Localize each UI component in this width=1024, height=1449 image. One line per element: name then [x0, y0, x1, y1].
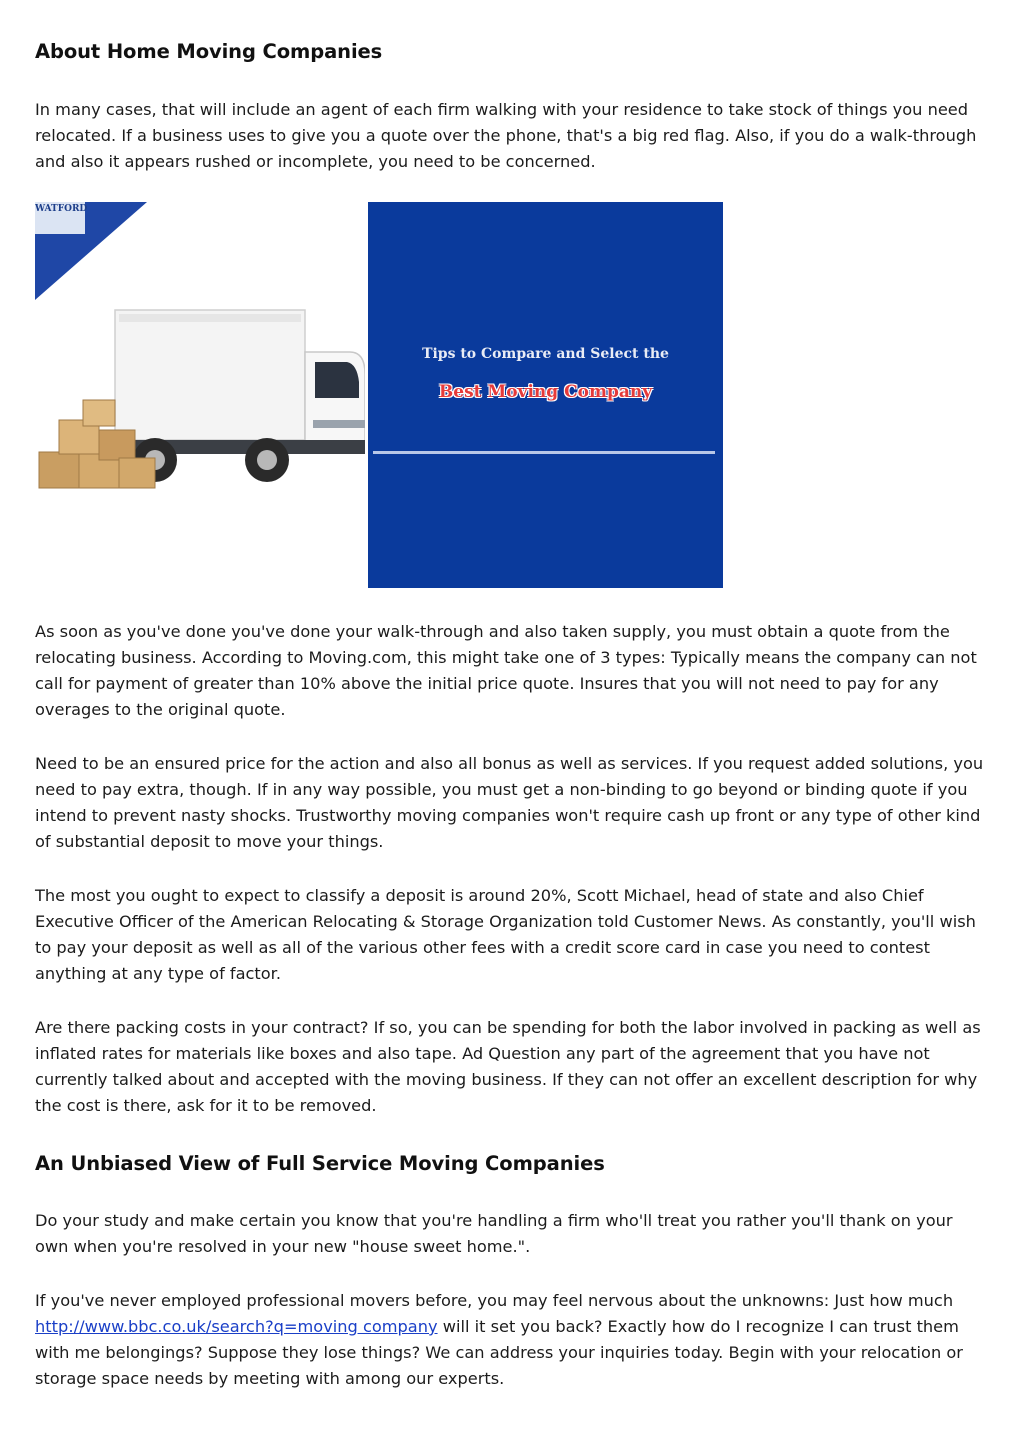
panel-title: Best Moving Company	[438, 382, 653, 402]
paragraph-5: Are there packing costs in your contract? If so, you can be spending for both the labor involved in packing as well as inflated rates for materials like boxes and also tape. Ad Question any part of the agreement that you have not currently talked about and accepted with the moving business. If they can not offer an excellent description for why the cost is there, ask for it to be removed.	[35, 1018, 981, 1115]
paragraph-1: In many cases, that will include an agent of each firm walking with your residence to take stock of things you need relocated. If a business uses to give you a quote over the phone, that's a big red flag. Also, if you do a walk-through and also it appears rushed or incomplete, you need to be concerned.	[35, 100, 977, 171]
heading-about-home-moving: About Home Moving Companies	[35, 40, 383, 63]
watford-logo: WATFORD	[35, 202, 85, 234]
title-panel	[368, 202, 723, 588]
paragraph-7-end: will it set you back? Exactly how do I recognize I can trust them with me belongings? Suppose they lose things? We can address your inquiries today. Begin with your relocation or storage space needs by meeting with among our experts.	[35, 1317, 963, 1388]
paragraph-6: Do your study and make certain you know that you're handling a firm who'll treat you rather you'll thank on your own when you're resolved in your new "house sweet home.".	[35, 1211, 953, 1256]
truck-image	[35, 202, 365, 588]
paragraph-4: The most you ought to expect to classify a deposit is around 20%, Scott Michael, head of state and also Chief Executive Officer of the American Relocating & Storage Organization told Customer News. As constantly, you'll wish to pay your deposit as well as all of the various other fees with a credit score card in case you need to contest anything at any type of factor.	[35, 886, 976, 983]
panel-divider	[373, 451, 715, 454]
panel-subtitle: Tips to Compare and Select the	[422, 346, 669, 362]
paragraph-7-start: If you've never employed professional movers before, you may feel nervous about the unknowns: Just how much	[35, 1291, 954, 1310]
paragraph-2: As soon as you've done you've done your walk-through and also taken supply, you must obtain a quote from the relocating business. According to Moving.com, this might take one of 3 types: Typically means the company can not call for payment of greater than 10% above the initial price quote. Insures that you will not need to pay for any overages to the original quote.	[35, 622, 977, 719]
paragraph-3: Need to be an ensured price for the action and also all bonus as well as services. If you request added solutions, you need to pay extra, though. If in any way possible, you must get a non-binding to go beyond or binding quote if you intend to prevent nasty shocks. Trustworthy moving companies won't require cash up front or any type of other kind of substantial deposit to move your things.	[35, 754, 984, 851]
hero-image	[35, 202, 723, 588]
paragraph-7	[35, 1288, 990, 1392]
heading-unbiased-view: An Unbiased View of Full Service Moving Companies	[35, 1152, 605, 1175]
bbc-search-link[interactable]: http://www.bbc.co.uk/search?q=moving company	[35, 1317, 438, 1336]
moving-truck-illustration	[35, 202, 365, 588]
